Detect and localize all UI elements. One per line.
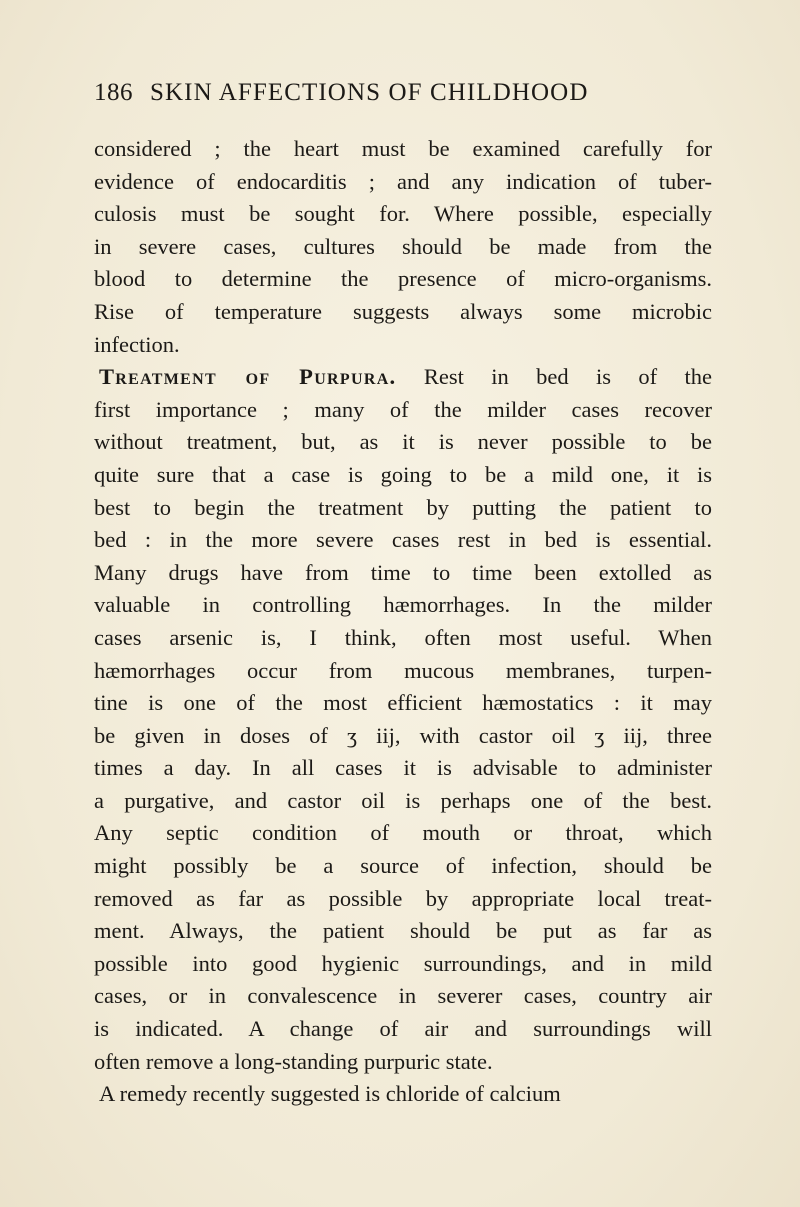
text-line: a purgative, and castor oil is perhaps one of the best.	[94, 787, 712, 813]
page-number: 186	[94, 79, 133, 106]
text-line: times a day. In all cases it is advisable to administer	[94, 755, 712, 781]
section-heading: Treatment of Purpura.	[99, 364, 397, 390]
text-line: cases, or in convalescence in severer cases, country air	[94, 983, 712, 1009]
text-line: bed : in the more severe cases rest in bed is essential.	[94, 527, 712, 553]
text-line: culosis must be sought for. Where possible, especially	[94, 201, 712, 227]
text-line: cases arsenic is, I think, often most useful. When	[94, 624, 712, 650]
text-line: is indicated. A change of air and surroundings will	[94, 1016, 712, 1042]
text-line: in severe cases, cultures should be made from the	[94, 233, 712, 259]
text-line: infection.	[94, 331, 180, 357]
text-line: tine is one of the most efficient hæmostatics : it may	[94, 690, 712, 716]
text-line: best to begin the treatment by putting the patient to	[94, 494, 712, 520]
text-line: evidence of endocarditis ; and any indication of tuber-	[94, 168, 712, 194]
text-line: Rise of temperature suggests always some microbic	[94, 298, 712, 324]
text-line: ment. Always, the patient should be put as far as	[94, 918, 712, 944]
text-line: might possibly be a source of infection, should be	[94, 853, 712, 879]
text-line: A remedy recently suggested is chloride of calcium	[99, 1081, 561, 1107]
text-line: without treatment, but, as it is never possible to be	[94, 429, 712, 455]
text-line: quite sure that a case is going to be a mild one, it is	[94, 461, 712, 487]
body-text	[94, 133, 712, 1111]
text-line: possible into good hygienic surroundings, and in mild	[94, 950, 712, 976]
section-start-line	[94, 361, 712, 394]
text-line-fragment: Rest in bed is of the	[423, 364, 712, 390]
text-line: removed as far as possible by appropriate local treat-	[94, 885, 712, 911]
text-line: be given in doses of ʒ iij, with castor oil ʒ iij, three	[94, 722, 712, 748]
text-line: valuable in controlling hæmorrhages. In the milder	[94, 592, 712, 618]
text-line: often remove a long-standing purpuric state.	[94, 1048, 493, 1074]
text-line: first importance ; many of the milder cases recover	[94, 396, 712, 422]
text-line: Any septic condition of mouth or throat, which	[94, 820, 712, 846]
text-line: hæmorrhages occur from mucous membranes, turpen-	[94, 657, 712, 683]
running-head	[0, 79, 800, 109]
text-line: Many drugs have from time to time been extolled as	[94, 559, 712, 585]
running-title: SKIN AFFECTIONS OF CHILDHOOD	[150, 79, 589, 106]
text-line: considered ; the heart must be examined carefully for	[94, 136, 712, 161]
text-line: blood to determine the presence of micro-organisms.	[94, 266, 712, 292]
